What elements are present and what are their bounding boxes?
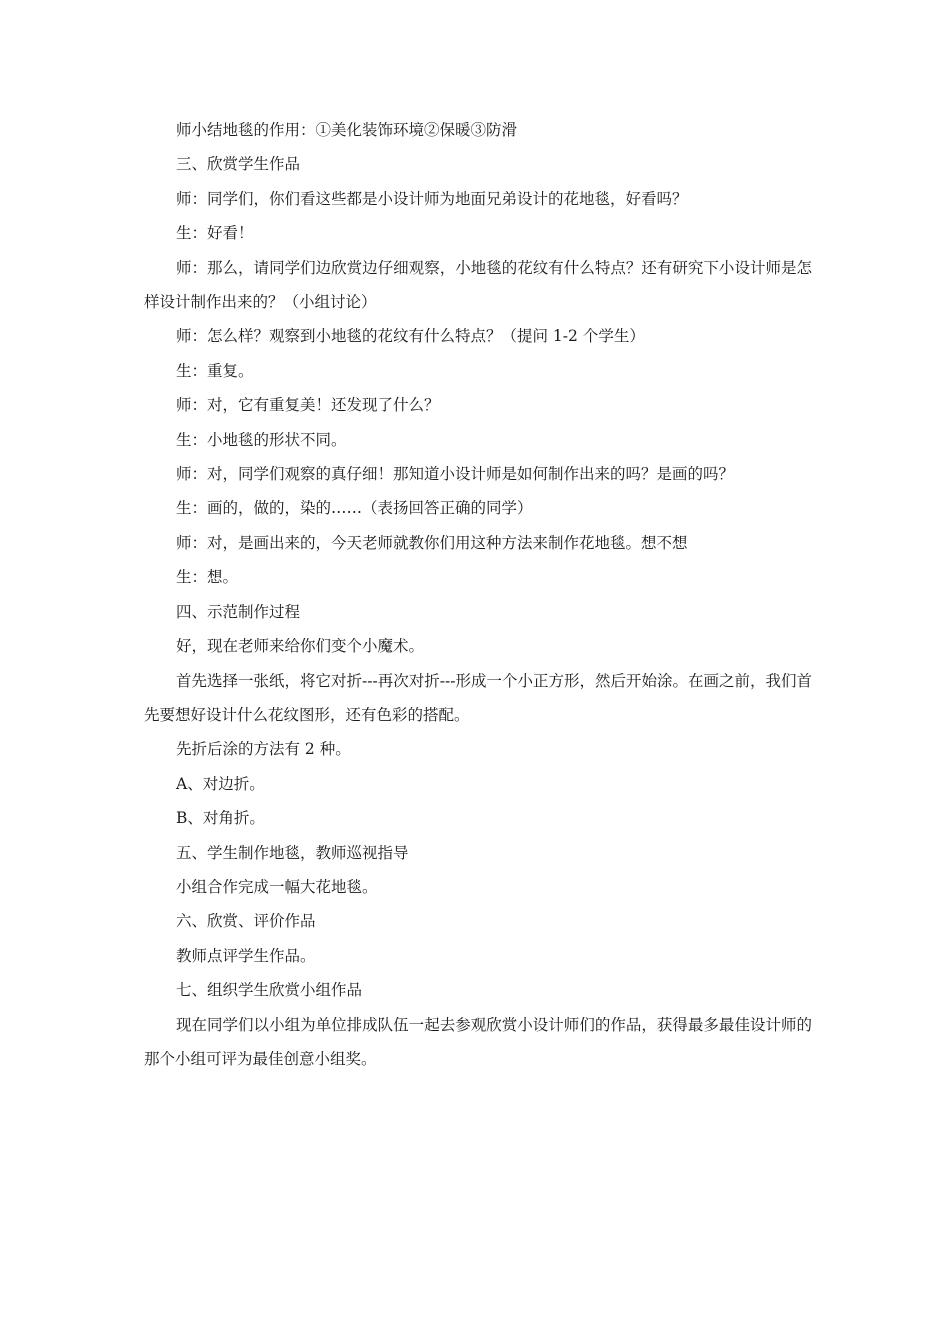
paragraph: 生：画的，做的，染的……（表扬回答正确的同学）	[176, 499, 533, 518]
paragraph: 首先选择一张纸，将它对折---再次对折---形成一个小正方形，然后开始涂。在画之前，我们首先要想好设计什么花纹图形，还有色彩的搭配。	[144, 671, 812, 724]
list-item: B、对角折。	[176, 809, 265, 828]
paragraph: 师：同学们，你们看这些都是小设计师为地面兄弟设计的花地毯，好看吗？	[176, 189, 688, 208]
paragraph-summary: 师小结地毯的作用：①美化装饰环境②保暖③防滑	[176, 121, 518, 139]
paragraph: 现在同学们以小组为单位排成队伍一起去参观欣赏小设计师们的作品，获得最多最佳设计师的那个小组可评为最佳创意小组奖。	[144, 1015, 812, 1068]
paragraph: 师：那么，请同学们边欣赏边仔细观察，小地毯的花纹有什么特点？还有研究下小设计师是怎样设计制作出来的？（小组讨论）	[144, 258, 812, 312]
paragraph: 师：怎么样？观察到小地毯的花纹有什么特点？（提问 1-2 个学生）	[176, 327, 645, 346]
heading-section-7: 七、组织学生欣赏小组作品	[176, 981, 363, 1000]
paragraph: 生：好看！	[176, 224, 254, 243]
paragraph: 教师点评学生作品。	[176, 946, 316, 965]
paragraph: 生：小地毯的形状不同。	[176, 430, 347, 449]
heading-section-3: 三、欣赏学生作品	[176, 155, 301, 174]
paragraph: 生：重复。	[176, 361, 254, 380]
paragraph: 先折后涂的方法有 2 种。	[176, 740, 351, 759]
paragraph: 师：对，它有重复美！还发现了什么？	[176, 396, 440, 415]
paragraph: 生：想。	[176, 568, 239, 587]
heading-section-6: 六、欣赏、评价作品	[176, 912, 316, 931]
paragraph: 小组合作完成一幅大花地毯。	[176, 877, 378, 896]
document-body	[144, 113, 812, 1076]
heading-section-4: 四、示范制作过程	[176, 602, 301, 621]
paragraph: 师：对，是画出来的，今天老师就教你们用这种方法来制作花地毯。想不想	[176, 533, 688, 552]
heading-section-5: 五、学生制作地毯，教师巡视指导	[176, 843, 409, 862]
paragraph: 师：对，同学们观察的真仔细！那知道小设计师是如何制作出来的吗？是画的吗？	[176, 465, 735, 484]
paragraph: 好，现在老师来给你们变个小魔术。	[176, 637, 425, 656]
list-item: A、对边折。	[176, 774, 265, 793]
